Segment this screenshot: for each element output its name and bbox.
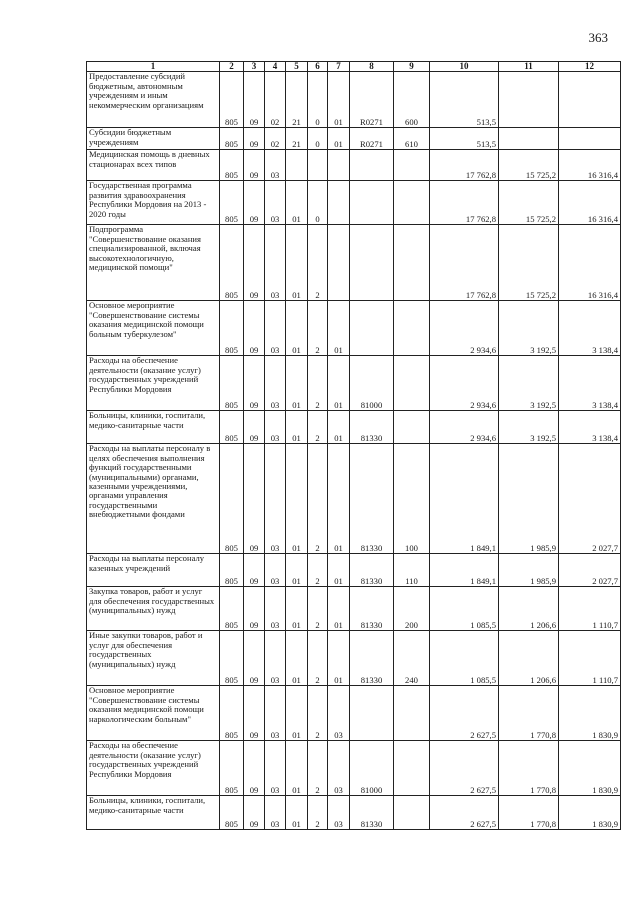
cell bbox=[394, 411, 430, 444]
cell: 03 bbox=[265, 554, 286, 587]
cell: 0 bbox=[308, 72, 328, 128]
cell: 805 bbox=[220, 181, 244, 225]
cell: 81330 bbox=[350, 796, 394, 830]
table-row bbox=[87, 444, 621, 554]
cell bbox=[308, 150, 328, 181]
cell: 81330 bbox=[350, 631, 394, 686]
cell: 17 762,8 bbox=[430, 181, 499, 225]
page-number: 363 bbox=[588, 30, 608, 45]
cell: 01 bbox=[286, 444, 308, 554]
cell: 3 138,4 bbox=[559, 301, 621, 356]
table-row bbox=[87, 225, 621, 301]
cell: 2 627,5 bbox=[430, 686, 499, 741]
cell: 81330 bbox=[350, 554, 394, 587]
cell: 3 138,4 bbox=[559, 411, 621, 444]
row-name: Больницы, клиники, госпитали, медико-санитарные части bbox=[87, 411, 220, 444]
row-name: Основное мероприятие "Совершенствование системы оказания медицинской помощи наркологическим больным" bbox=[87, 686, 220, 741]
cell: 02 bbox=[265, 128, 286, 150]
row-name: Расходы на обеспечение деятельности (оказание услуг) государственных учреждений Республики Мордовия bbox=[87, 356, 220, 411]
cell: 2 bbox=[308, 741, 328, 796]
cell: 1 830,9 bbox=[559, 796, 621, 830]
cell: 2 bbox=[308, 444, 328, 554]
row-name: Расходы на выплаты персоналу в целях обеспечения выполнения функций государственными (муниципальными) органами, казенными учреждениями, органами управления государственными внебюджетными фондами bbox=[87, 444, 220, 554]
cell: 09 bbox=[244, 150, 265, 181]
row-name: Больницы, клиники, госпитали, медико-санитарные части bbox=[87, 796, 220, 830]
cell: 01 bbox=[328, 554, 350, 587]
cell: 03 bbox=[265, 181, 286, 225]
cell: 03 bbox=[265, 796, 286, 830]
cell: 1 770,8 bbox=[499, 686, 559, 741]
cell: 1 770,8 bbox=[499, 796, 559, 830]
cell: 805 bbox=[220, 554, 244, 587]
cell: 01 bbox=[286, 356, 308, 411]
cell: 16 316,4 bbox=[559, 225, 621, 301]
cell: 03 bbox=[265, 301, 286, 356]
cell: 09 bbox=[244, 444, 265, 554]
cell: 03 bbox=[265, 411, 286, 444]
cell: 01 bbox=[286, 631, 308, 686]
row-name: Медицинская помощь в дневных стационарах всех типов bbox=[87, 150, 220, 181]
cell: 03 bbox=[328, 741, 350, 796]
cell: 1 770,8 bbox=[499, 741, 559, 796]
cell: 2 627,5 bbox=[430, 796, 499, 830]
cell: 09 bbox=[244, 301, 265, 356]
cell: 1 085,5 bbox=[430, 631, 499, 686]
cell: 2 934,6 bbox=[430, 356, 499, 411]
cell bbox=[350, 150, 394, 181]
cell: 09 bbox=[244, 181, 265, 225]
cell: 09 bbox=[244, 796, 265, 830]
cell: 610 bbox=[394, 128, 430, 150]
cell: 03 bbox=[265, 686, 286, 741]
row-name: Иные закупки товаров, работ и услуг для обеспечения государственных (муниципальных) нужд bbox=[87, 631, 220, 686]
cell: 2 bbox=[308, 686, 328, 741]
cell bbox=[394, 150, 430, 181]
cell: 110 bbox=[394, 554, 430, 587]
budget-table bbox=[86, 61, 621, 830]
cell: 03 bbox=[265, 631, 286, 686]
col-header: 2 bbox=[220, 62, 244, 72]
table-row bbox=[87, 631, 621, 686]
col-header: 10 bbox=[430, 62, 499, 72]
cell: 01 bbox=[286, 554, 308, 587]
cell: 3 192,5 bbox=[499, 301, 559, 356]
cell bbox=[350, 301, 394, 356]
cell: R0271 bbox=[350, 128, 394, 150]
cell: 81000 bbox=[350, 741, 394, 796]
cell: 805 bbox=[220, 686, 244, 741]
cell: 2 934,6 bbox=[430, 411, 499, 444]
cell: 03 bbox=[265, 444, 286, 554]
col-header: 7 bbox=[328, 62, 350, 72]
cell: 805 bbox=[220, 444, 244, 554]
cell: 1 849,1 bbox=[430, 444, 499, 554]
cell: 1 206,6 bbox=[499, 587, 559, 631]
table-row bbox=[87, 411, 621, 444]
cell: 15 725,2 bbox=[499, 150, 559, 181]
cell: 21 bbox=[286, 72, 308, 128]
cell: 09 bbox=[244, 225, 265, 301]
row-name: Государственная программа развития здравоохранения Республики Мордовия на 2013 - 2020 годы bbox=[87, 181, 220, 225]
cell: 09 bbox=[244, 411, 265, 444]
cell: 15 725,2 bbox=[499, 181, 559, 225]
cell: 3 192,5 bbox=[499, 356, 559, 411]
cell: 1 830,9 bbox=[559, 686, 621, 741]
cell: 03 bbox=[328, 686, 350, 741]
cell: 805 bbox=[220, 356, 244, 411]
cell: 2 bbox=[308, 631, 328, 686]
cell: 01 bbox=[328, 301, 350, 356]
cell: 01 bbox=[328, 128, 350, 150]
cell bbox=[328, 150, 350, 181]
col-header: 6 bbox=[308, 62, 328, 72]
cell bbox=[499, 128, 559, 150]
cell: 2 bbox=[308, 301, 328, 356]
cell: 03 bbox=[265, 741, 286, 796]
cell: 0 bbox=[308, 181, 328, 225]
cell: 240 bbox=[394, 631, 430, 686]
row-name: Субсидии бюджетным учреждениям bbox=[87, 128, 220, 150]
cell: 09 bbox=[244, 686, 265, 741]
cell: 2 934,6 bbox=[430, 301, 499, 356]
cell: 805 bbox=[220, 796, 244, 830]
table-row bbox=[87, 128, 621, 150]
cell: 01 bbox=[328, 356, 350, 411]
col-header: 8 bbox=[350, 62, 394, 72]
cell bbox=[559, 128, 621, 150]
cell: 1 206,6 bbox=[499, 631, 559, 686]
cell bbox=[328, 181, 350, 225]
cell: 01 bbox=[328, 587, 350, 631]
cell: 805 bbox=[220, 225, 244, 301]
cell: 2 027,7 bbox=[559, 444, 621, 554]
cell: 09 bbox=[244, 128, 265, 150]
cell: 81330 bbox=[350, 411, 394, 444]
cell: 09 bbox=[244, 587, 265, 631]
cell: 2 bbox=[308, 356, 328, 411]
cell: 21 bbox=[286, 128, 308, 150]
cell bbox=[394, 181, 430, 225]
cell: 805 bbox=[220, 587, 244, 631]
cell: R0271 bbox=[350, 72, 394, 128]
cell: 81000 bbox=[350, 356, 394, 411]
cell: 01 bbox=[286, 181, 308, 225]
cell: 2 bbox=[308, 411, 328, 444]
table-row bbox=[87, 356, 621, 411]
cell: 01 bbox=[328, 411, 350, 444]
row-name: Закупка товаров, работ и услуг для обеспечения государственных (муниципальных) нужд bbox=[87, 587, 220, 631]
cell: 1 985,9 bbox=[499, 444, 559, 554]
cell: 09 bbox=[244, 631, 265, 686]
row-name: Расходы на обеспечение деятельности (оказание услуг) государственных учреждений Республики Мордовия bbox=[87, 741, 220, 796]
cell: 805 bbox=[220, 301, 244, 356]
cell: 02 bbox=[265, 72, 286, 128]
cell: 805 bbox=[220, 72, 244, 128]
cell: 16 316,4 bbox=[559, 150, 621, 181]
cell: 01 bbox=[286, 411, 308, 444]
cell: 1 985,9 bbox=[499, 554, 559, 587]
col-header: 3 bbox=[244, 62, 265, 72]
cell bbox=[350, 686, 394, 741]
cell: 2 bbox=[308, 554, 328, 587]
table-row bbox=[87, 741, 621, 796]
cell: 2 bbox=[308, 225, 328, 301]
cell: 01 bbox=[286, 301, 308, 356]
row-name: Подпрограмма "Совершенствование оказания специализированной, включая высокотехнологичную, медицинской помощи" bbox=[87, 225, 220, 301]
cell: 01 bbox=[286, 225, 308, 301]
cell bbox=[394, 356, 430, 411]
cell: 03 bbox=[265, 356, 286, 411]
cell bbox=[350, 181, 394, 225]
cell: 01 bbox=[328, 72, 350, 128]
col-header: 5 bbox=[286, 62, 308, 72]
cell: 805 bbox=[220, 411, 244, 444]
table-row bbox=[87, 301, 621, 356]
cell bbox=[499, 72, 559, 128]
cell: 1 110,7 bbox=[559, 587, 621, 631]
col-header: 4 bbox=[265, 62, 286, 72]
header-row bbox=[87, 62, 621, 72]
cell bbox=[394, 741, 430, 796]
cell: 200 bbox=[394, 587, 430, 631]
col-header: 9 bbox=[394, 62, 430, 72]
row-name: Расходы на выплаты персоналу казенных учреждений bbox=[87, 554, 220, 587]
cell: 09 bbox=[244, 72, 265, 128]
table-row bbox=[87, 181, 621, 225]
table-row bbox=[87, 72, 621, 128]
col-header: 12 bbox=[559, 62, 621, 72]
cell: 01 bbox=[328, 444, 350, 554]
cell: 03 bbox=[265, 150, 286, 181]
cell: 17 762,8 bbox=[430, 225, 499, 301]
cell: 805 bbox=[220, 741, 244, 796]
cell: 01 bbox=[328, 631, 350, 686]
cell: 01 bbox=[286, 796, 308, 830]
cell: 01 bbox=[286, 686, 308, 741]
table-row bbox=[87, 150, 621, 181]
cell: 16 316,4 bbox=[559, 181, 621, 225]
cell bbox=[394, 796, 430, 830]
cell: 0 bbox=[308, 128, 328, 150]
cell: 2 bbox=[308, 796, 328, 830]
cell: 2 bbox=[308, 587, 328, 631]
cell: 2 027,7 bbox=[559, 554, 621, 587]
cell: 15 725,2 bbox=[499, 225, 559, 301]
cell: 03 bbox=[328, 796, 350, 830]
cell: 81330 bbox=[350, 444, 394, 554]
cell bbox=[394, 686, 430, 741]
cell: 03 bbox=[265, 225, 286, 301]
cell bbox=[559, 72, 621, 128]
table-row bbox=[87, 554, 621, 587]
cell bbox=[394, 301, 430, 356]
cell bbox=[394, 225, 430, 301]
row-name: Предоставление субсидий бюджетным, автономным учреждениям и иным некоммерческим организациям bbox=[87, 72, 220, 128]
cell bbox=[286, 150, 308, 181]
cell: 1 849,1 bbox=[430, 554, 499, 587]
col-header: 1 bbox=[87, 62, 220, 72]
table-row bbox=[87, 686, 621, 741]
cell: 513,5 bbox=[430, 72, 499, 128]
cell: 01 bbox=[286, 741, 308, 796]
table-row bbox=[87, 796, 621, 830]
cell: 100 bbox=[394, 444, 430, 554]
cell: 09 bbox=[244, 741, 265, 796]
cell: 3 138,4 bbox=[559, 356, 621, 411]
row-name: Основное мероприятие "Совершенствование системы оказания медицинской помощи больным туберкулезом" bbox=[87, 301, 220, 356]
cell: 1 110,7 bbox=[559, 631, 621, 686]
cell: 600 bbox=[394, 72, 430, 128]
cell bbox=[328, 225, 350, 301]
cell: 1 085,5 bbox=[430, 587, 499, 631]
cell: 03 bbox=[265, 587, 286, 631]
cell: 81330 bbox=[350, 587, 394, 631]
cell: 3 192,5 bbox=[499, 411, 559, 444]
cell: 09 bbox=[244, 356, 265, 411]
cell: 513,5 bbox=[430, 128, 499, 150]
cell: 09 bbox=[244, 554, 265, 587]
cell: 17 762,8 bbox=[430, 150, 499, 181]
cell bbox=[350, 225, 394, 301]
cell: 2 627,5 bbox=[430, 741, 499, 796]
table-row bbox=[87, 587, 621, 631]
cell: 1 830,9 bbox=[559, 741, 621, 796]
cell: 805 bbox=[220, 631, 244, 686]
cell: 01 bbox=[286, 587, 308, 631]
col-header: 11 bbox=[499, 62, 559, 72]
cell: 805 bbox=[220, 150, 244, 181]
cell: 805 bbox=[220, 128, 244, 150]
